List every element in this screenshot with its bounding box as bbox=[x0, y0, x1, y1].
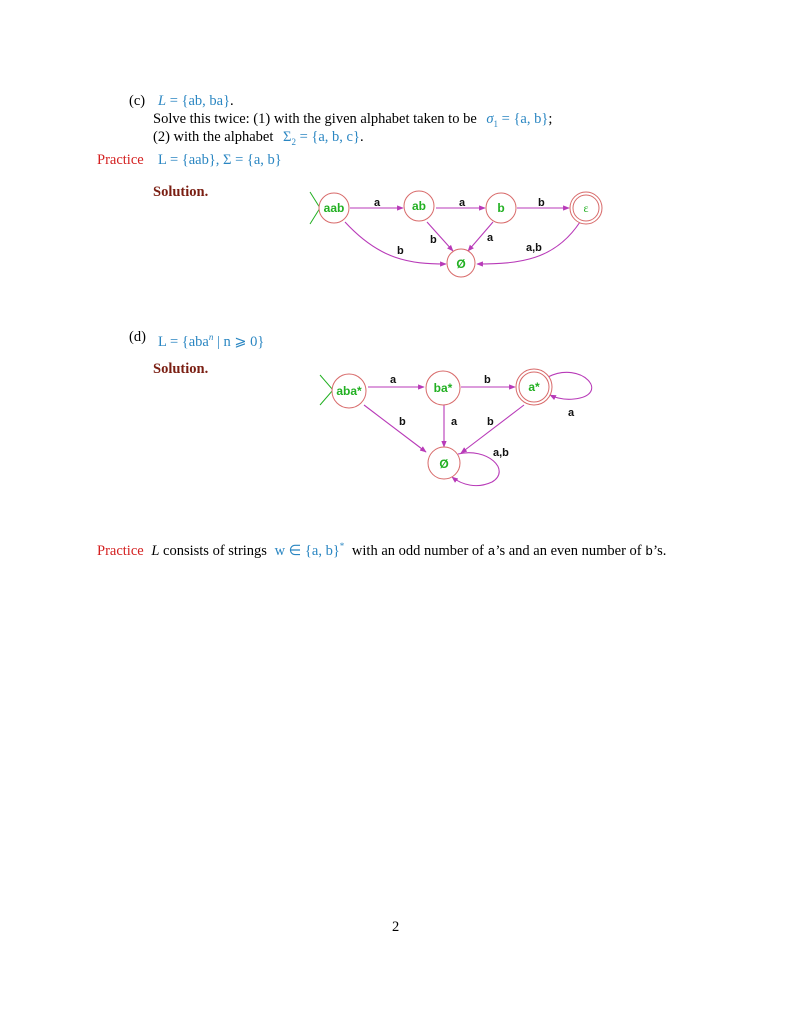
practice-1-label: Practice bbox=[97, 152, 144, 168]
state-aba-star-label: aba* bbox=[336, 384, 362, 398]
practice-2-line bbox=[97, 538, 666, 560]
practice-2-text2: with an odd number of bbox=[351, 542, 485, 559]
part-c-sigma2: Σ bbox=[283, 129, 292, 145]
part-c-line2-end: ; bbox=[548, 111, 553, 127]
solution-2-label: Solution. bbox=[153, 361, 209, 377]
label-b-dead: a bbox=[487, 232, 494, 244]
part-c-sigma1-set: = {a, b} bbox=[501, 111, 549, 127]
label-eps-dead: a,b bbox=[526, 242, 542, 254]
state-a-star-label: a* bbox=[528, 380, 540, 394]
state-dead-2-label: Ø bbox=[439, 457, 449, 471]
part-c-line3-text: (2) with the alphabet bbox=[153, 129, 274, 145]
part-c-sigma1: σ bbox=[486, 111, 494, 127]
part-c-sigma2-set: = {a, b, c} bbox=[299, 129, 360, 145]
label-ab-dead: b bbox=[430, 234, 437, 246]
part-c-end: . bbox=[230, 93, 234, 109]
practice-2-w-math: w ∈ {a, b} bbox=[274, 542, 340, 559]
label-b-eps: b bbox=[538, 197, 545, 209]
part-d-lhs: L = {aba bbox=[158, 333, 209, 350]
practice-2-text1: consists of strings bbox=[163, 542, 267, 559]
part-c-language bbox=[158, 93, 234, 110]
state-b-label: b bbox=[497, 201, 505, 215]
label-aba-ba: a bbox=[390, 374, 397, 386]
state-ba-star-label: ba* bbox=[433, 381, 453, 395]
part-c-line2-text: Solve this twice: (1) with the given alphabet taken to be bbox=[153, 111, 477, 127]
start-marker-2 bbox=[320, 375, 333, 405]
label-a-dead: b bbox=[487, 416, 494, 428]
label-dead-self: a,b bbox=[493, 447, 509, 459]
automaton-2-diagram bbox=[312, 365, 612, 490]
part-c-sigma1-sub: 1 bbox=[493, 118, 499, 129]
state-eps-label: ε bbox=[583, 201, 589, 215]
part-c-lhs: L bbox=[158, 93, 167, 109]
label-aab-dead: b bbox=[397, 245, 404, 257]
edge-a-self bbox=[548, 372, 592, 399]
practice-2-b-code: b bbox=[645, 543, 654, 559]
part-d-sup: n bbox=[208, 332, 214, 342]
practice-2-L: L bbox=[151, 542, 160, 559]
part-d-rhs: | n ⩾ 0} bbox=[216, 333, 265, 350]
label-ba-a: b bbox=[484, 374, 491, 386]
practice-2-text4: ’s. bbox=[653, 542, 667, 559]
part-c-rhs: = {ab, ba} bbox=[169, 93, 231, 109]
practice-1-math: L = {aab}, Σ = {a, b} bbox=[158, 152, 282, 168]
practice-2-label: Practice bbox=[97, 542, 144, 559]
state-aab-label: aab bbox=[323, 201, 345, 215]
edge-a-dead bbox=[461, 405, 524, 453]
part-d-language bbox=[158, 329, 264, 351]
part-c-line3 bbox=[153, 129, 364, 151]
label-ba-dead: a bbox=[451, 416, 458, 428]
label-aab-ab: a bbox=[374, 197, 381, 209]
automaton-1-diagram bbox=[300, 180, 620, 290]
edge-aba-dead bbox=[364, 405, 426, 452]
part-c-label: (c) bbox=[129, 93, 146, 109]
page-number: 2 bbox=[392, 919, 400, 935]
part-d-label: (d) bbox=[129, 329, 146, 345]
practice-2-text3: ’s and an even number of bbox=[495, 542, 642, 559]
label-aba-dead: b bbox=[399, 416, 406, 428]
label-ab-b: a bbox=[459, 197, 466, 209]
state-dead-label: Ø bbox=[456, 257, 466, 271]
label-a-self: a bbox=[568, 407, 575, 419]
practice-2-w-sup: * bbox=[339, 541, 345, 551]
solution-1-label: Solution. bbox=[153, 184, 209, 200]
part-c-line3-end: . bbox=[359, 129, 364, 145]
practice-2-a-code: a bbox=[487, 543, 496, 559]
state-ab-label: ab bbox=[411, 199, 427, 213]
part-c-sigma2-sub: 2 bbox=[291, 136, 296, 147]
